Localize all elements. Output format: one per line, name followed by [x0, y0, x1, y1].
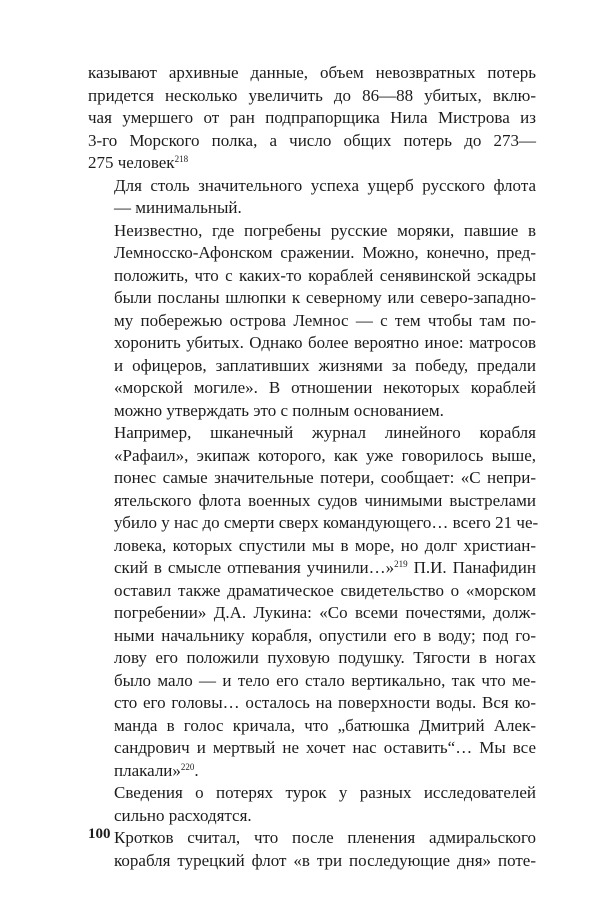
text-line — [88, 287, 536, 310]
text-line — [88, 647, 536, 670]
text-line — [88, 220, 536, 243]
text-line — [88, 782, 536, 805]
text-line — [88, 107, 536, 130]
line-text: Лемносско-Афонском сражении. Можно, конечно, пред- — [114, 243, 536, 262]
text-line — [88, 467, 536, 490]
line-text: ловека, которых спустили мы в море, но долг христиан- — [114, 535, 536, 555]
text-line — [88, 355, 536, 378]
line-text: были посланы шлюпки к северному или северо-западно- — [114, 288, 536, 307]
line-text: казывают архивные данные, объем невозвратных потерь — [88, 63, 536, 82]
paragraph — [88, 175, 536, 220]
text-line — [88, 827, 536, 850]
line-text: плакали» — [114, 760, 181, 780]
footnote-ref: 218 — [174, 154, 189, 164]
footnote-ref: 219 — [394, 559, 408, 569]
text-line — [88, 422, 536, 445]
line-text: манда в голос кричала, что „батюшка Дмитрий Алек- — [114, 715, 536, 735]
line-text: Неизвестно, где погребены русские моряки, павшие в — [114, 220, 536, 240]
line-text: погребении» Д.А. Лукина: «Со всеми почестями, долж- — [114, 603, 536, 622]
text-line — [88, 265, 536, 288]
line-text: ными начальнику корабля, опустили его в воду; под го- — [114, 625, 536, 645]
line-text: «морской могиле». В отношении некоторых кораблей — [114, 378, 536, 397]
text-line — [88, 152, 536, 175]
line-text: и офицеров, заплативших жизнями за победу, предали — [114, 355, 536, 375]
text-line — [88, 85, 536, 108]
line-text: сильно расходятся. — [114, 805, 252, 825]
text-line — [88, 692, 536, 715]
text-line — [88, 512, 539, 535]
text-line — [88, 557, 536, 580]
text-line — [88, 400, 536, 423]
line-text: можно утверждать это с полным основанием. — [114, 400, 444, 420]
text-line — [88, 737, 536, 760]
text-line — [88, 535, 536, 558]
line-text: убило у нас до смерти сверх командующего… всего 21 че- — [114, 513, 539, 532]
text-line — [88, 670, 536, 693]
text-line — [88, 310, 536, 333]
paragraph — [88, 827, 536, 872]
line-text: Например, шканечный журнал линейного корабля — [114, 423, 536, 442]
text-line — [88, 242, 536, 265]
line-text: Сведения о потерях турок у разных исследователей — [114, 783, 536, 802]
line-text: Для столь значительного успеха ущерб русского флота — [114, 175, 536, 195]
text-line — [88, 62, 536, 85]
footnote-ref: 220 — [180, 761, 195, 772]
text-line — [88, 377, 536, 400]
line-text: хоронить убитых. Однако более вероятно иное: матросов — [114, 333, 536, 352]
line-text: му побережью острова Лемнос — с тем чтобы там по- — [114, 310, 536, 330]
line-text: «Рафаил», экипаж которого, как уже говорилось выше, — [114, 445, 536, 465]
text-line — [88, 175, 536, 198]
paragraph — [88, 422, 539, 782]
line-text: ский в смысле отпевания учинили…» — [114, 558, 395, 577]
line-text: понес самые значительные потери, сообщает: «С непри- — [114, 468, 536, 487]
line-text: — минимальный. — [114, 198, 242, 217]
text-line — [88, 625, 536, 648]
text-line — [88, 580, 536, 603]
text-line — [88, 850, 536, 873]
text-line — [88, 332, 536, 355]
paragraph — [88, 220, 536, 423]
line-text: придется несколько увеличить до 86—88 убитых, вклю- — [88, 85, 536, 105]
text-line — [88, 490, 536, 513]
line-text: сто его головы… осталось на поверхности воды. Вся ко- — [114, 693, 536, 712]
text-line — [88, 130, 536, 153]
line-text: ятельского флота военных судов чинимыми выстрелами — [114, 490, 536, 510]
page-number: 100 — [88, 826, 111, 842]
text-line — [88, 805, 536, 828]
line-text: оставил также драматическое свидетельство о «морском — [114, 580, 536, 600]
line-text-after: . — [194, 760, 199, 780]
text-line — [88, 197, 536, 220]
text-line — [88, 602, 536, 625]
paragraph — [88, 62, 536, 175]
line-text: положить, что с каких-то кораблей сенявинской эскадры — [114, 265, 536, 285]
line-text: Кротков считал, что после пленения адмиральского — [114, 828, 536, 847]
line-text: 275 человек — [88, 153, 175, 172]
text-line — [88, 760, 536, 783]
line-text-after: П.И. Панафидин — [407, 558, 536, 577]
paragraph — [88, 782, 536, 827]
line-text: было мало — и тело его стало вертикально, так что ме- — [114, 670, 536, 690]
line-text: корабля турецкий флот «в три последующие дня» поте- — [114, 850, 536, 870]
text-line — [88, 715, 536, 738]
text-line — [88, 445, 536, 468]
line-text: лову его положили пуховую подушку. Тягости в ногах — [114, 648, 536, 667]
body-text — [88, 62, 539, 872]
line-text: сандрович и мертвый не хочет нас оставить“… Мы все — [114, 738, 536, 757]
line-text: чая умершего от ран подпрапорщика Нила Мистрова из — [88, 108, 536, 127]
line-text: 3-го Морского полка, а число общих потерь до 273— — [88, 130, 536, 150]
